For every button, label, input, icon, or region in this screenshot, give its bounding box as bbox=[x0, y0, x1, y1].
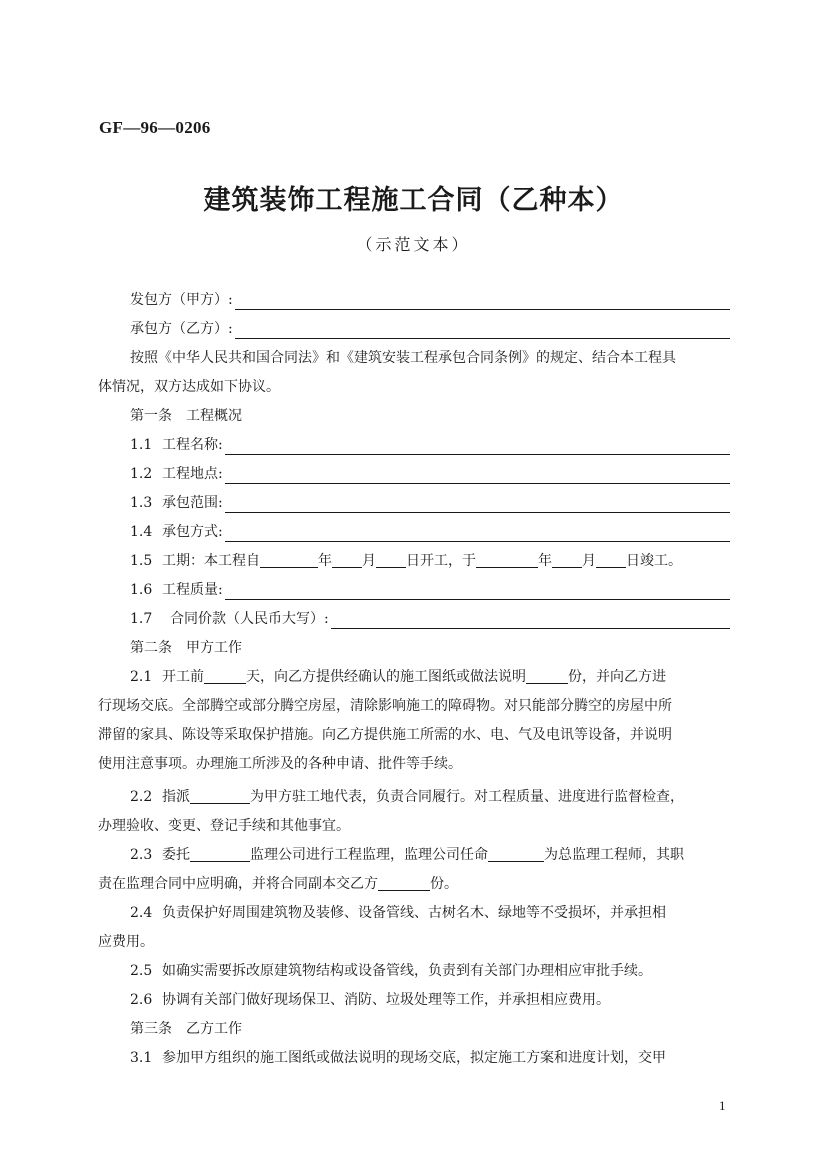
para-2-3-line-1: 2.3 委托 监理公司进行工程监理，监理公司任命 为总监理工程师，其职 bbox=[130, 847, 684, 863]
para-2-1-line-1: 2.1 开工前 天，向乙方提供经确认的施工图纸或做法说明 份，并向乙方进 bbox=[130, 669, 666, 685]
party-a-line bbox=[130, 290, 730, 310]
end-month-blank bbox=[552, 552, 582, 568]
document-code: GF—96—0206 bbox=[99, 118, 211, 137]
intro-line-1: 按照《中华人民共和国合同法》和《建筑安装工程承包合同条例》的规定、结合本工程具 bbox=[130, 350, 676, 366]
item-1-5: 1.5 工期：本工程自 年 月 日开工，于 年 月 日竣工。 bbox=[130, 553, 682, 569]
party-a-blank bbox=[235, 294, 730, 310]
item-1-7: 1.7 合同价款（人民币大写）: bbox=[130, 609, 730, 629]
start-year-blank bbox=[260, 552, 318, 568]
para-2-4-line-2: 应费用。 bbox=[98, 934, 154, 950]
party-a-label: 发包方（甲方）: bbox=[130, 292, 233, 308]
para-3-1-line-1: 3.1 参加甲方组织的施工图纸或做法说明的现场交底，拟定施工方案和进度计划，交甲 bbox=[130, 1050, 666, 1066]
para-2-4-line-1: 2.4 负责保护好周围建筑物及装修、设备管线、古树名木、绿地等不受损坏，并承担相 bbox=[130, 905, 666, 921]
party-b-line bbox=[130, 319, 730, 339]
para-2-1-line-2: 行现场交底。全部腾空或部分腾空房屋，清除影响施工的障碍物。对只能部分腾空的房屋中所 bbox=[98, 698, 672, 714]
para-2-2-line-1: 2.2 指派 为甲方驻工地代表，负责合同履行。对工程质量、进度进行监督检查， bbox=[130, 789, 684, 805]
page-subtitle: （示范文本） bbox=[356, 235, 471, 254]
item-1-1: 1.1 工程名称: bbox=[130, 435, 730, 455]
article-2-heading: 第二条 甲方工作 bbox=[130, 640, 242, 656]
article-1-heading: 第一条 工程概况 bbox=[130, 408, 242, 424]
para-2-6: 2.6 协调有关部门做好现场保卫、消防、垃圾处理等工作，并承担相应费用。 bbox=[130, 992, 610, 1008]
article-3-heading: 第三条 乙方工作 bbox=[130, 1021, 242, 1037]
page-title: 建筑装饰工程施工合同（乙种本） bbox=[203, 185, 624, 216]
item-1-3: 1.3 承包范围: bbox=[130, 493, 730, 513]
end-day-blank bbox=[596, 552, 626, 568]
party-b-label: 承包方（乙方）: bbox=[130, 321, 233, 337]
page-number: 1 bbox=[719, 1098, 726, 1113]
para-2-5: 2.5 如确实需要拆改原建筑物结构或设备管线，负责到有关部门办理相应审批手续。 bbox=[130, 963, 652, 979]
item-1-4: 1.4 承包方式: bbox=[130, 522, 730, 542]
intro-line-2: 体情况，双方达成如下协议。 bbox=[98, 379, 280, 395]
start-month-blank bbox=[332, 552, 362, 568]
item-1-6: 1.6 工程质量: bbox=[130, 580, 730, 600]
para-2-3-line-2: 责在监理合同中应明确，并将合同副本交乙方 份。 bbox=[98, 876, 458, 892]
party-b-blank bbox=[235, 323, 730, 339]
end-year-blank bbox=[476, 552, 538, 568]
para-2-2-line-2: 办理验收、变更、登记手续和其他事宜。 bbox=[98, 818, 350, 834]
para-2-1-line-4: 使用注意事项。办理施工所涉及的各种申请、批件等手续。 bbox=[98, 756, 462, 772]
start-day-blank bbox=[376, 552, 406, 568]
para-2-1-line-3: 滞留的家具、陈设等采取保护措施。向乙方提供施工所需的水、电、气及电讯等设备，并说明 bbox=[98, 727, 672, 743]
item-1-2: 1.2 工程地点: bbox=[130, 464, 730, 484]
